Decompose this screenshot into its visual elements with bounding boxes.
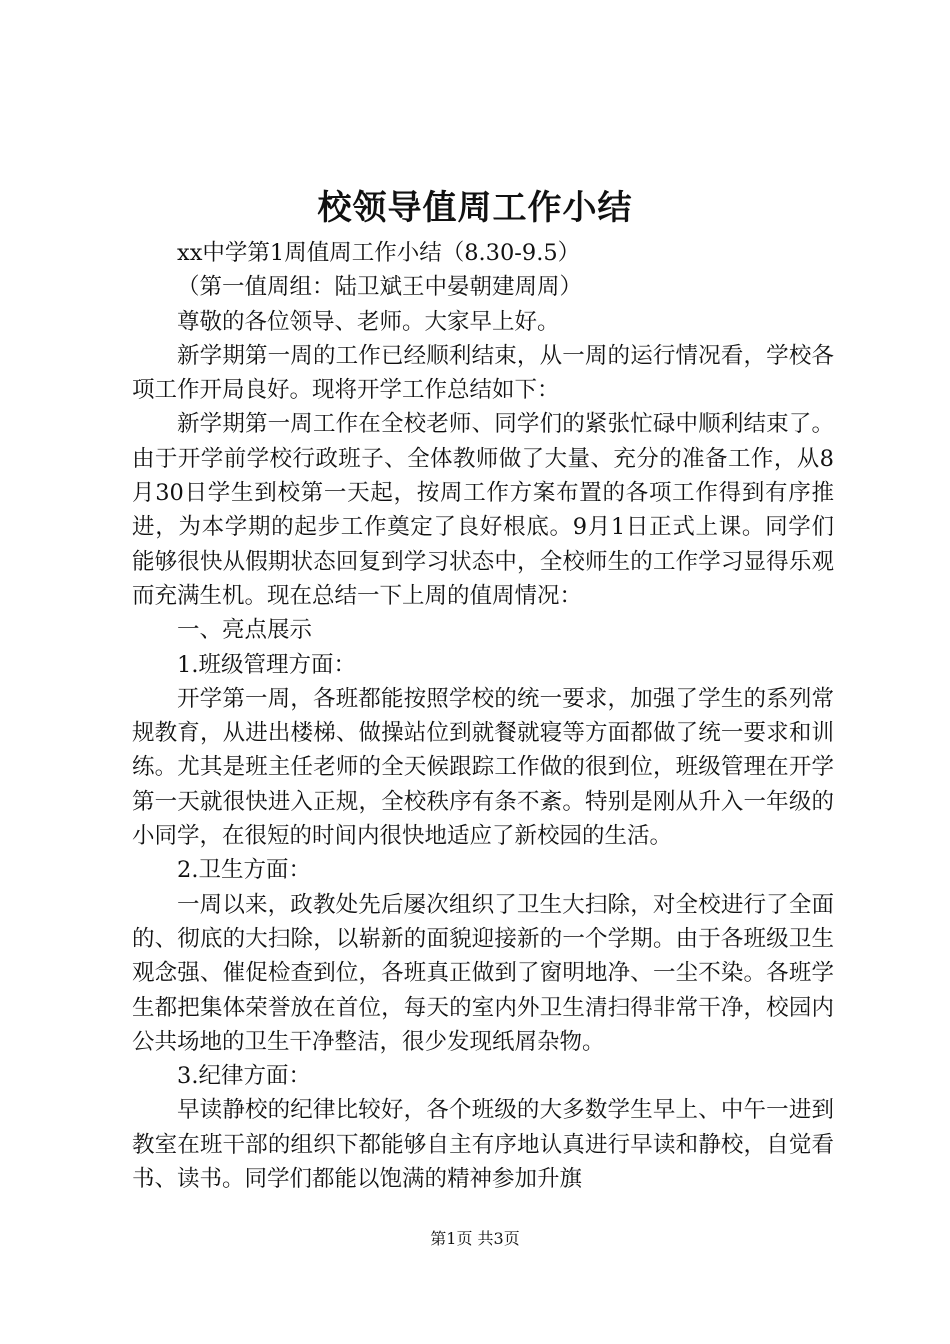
subsection-heading: 3.纪律方面：	[177, 1063, 311, 1090]
paragraph: 开学第一周，各班都能按照学校的统一要求，加强了学生的系列常规教育，从进出楼梯、做操站位到就餐就寝等方面都做了统一要求和训练。尤其是班主任老师的全天候跟踪工作做的很到位，班级管理在开学第一天就很快进入正规，全校秩序有条不紊。特别是刚从升入一年级的小同学，在很短的时间内很快地适应了新校园的生活。	[132, 685, 834, 850]
document-title: 校领导值周工作小结	[317, 188, 633, 228]
paragraph: （第一值周组：陆卫斌王中晏朝建周周）	[177, 274, 583, 301]
paragraph: 一周以来，政教处先后屡次组织了卫生大扫除，对全校进行了全面的、彻底的大扫除，以崭新的面貌迎接新的一个学期。由于各班级卫生观念强、催促检查到位，各班真正做到了窗明地净、一尘不染。各班学生都把集体荣誉放在首位，每天的室内外卫生清扫得非常干净，校园内公共场地的卫生干净整洁，很少发现纸屑杂物。	[132, 891, 834, 1055]
subsection-heading: 1.班级管理方面：	[177, 651, 356, 678]
subsection-heading: 2.卫生方面：	[177, 857, 311, 884]
paragraph: 新学期第一周工作在全校老师、同学们的紧张忙碌中顺利结束了。由于开学前学校行政班子、全体教师做了大量、充分的准备工作，从8月30日学生到校第一天起，按周工作方案布置的各项工作得到有序推进，为本学期的起步工作奠定了良好根底。9月1日正式上课。同学们能够很快从假期状态回复到学习状态中，全校师生的工作学习显得乐观而充满生机。现在总结一下上周的值周情况：	[132, 411, 834, 609]
document-body	[132, 236, 834, 1196]
paragraph: 早读静校的纪律比较好，各个班级的大多数学生早上、中午一进到教室在班干部的组织下都能够自主有序地认真进行早读和静校，自觉看书、读书。同学们都能以饱满的精神参加升旗	[132, 1097, 834, 1193]
section-heading: 一、亮点展示	[177, 617, 313, 644]
page-number-footer: 第1页 共3页	[430, 1229, 520, 1248]
paragraph: 新学期第一周的工作已经顺利结束，从一周的运行情况看，学校各项工作开局良好。现将开学工作总结如下：	[132, 342, 834, 404]
paragraph: 尊敬的各位领导、老师。大家早上好。	[177, 308, 560, 335]
paragraph: xx中学第1周值周工作小结（8.30-9.5）	[177, 240, 581, 266]
